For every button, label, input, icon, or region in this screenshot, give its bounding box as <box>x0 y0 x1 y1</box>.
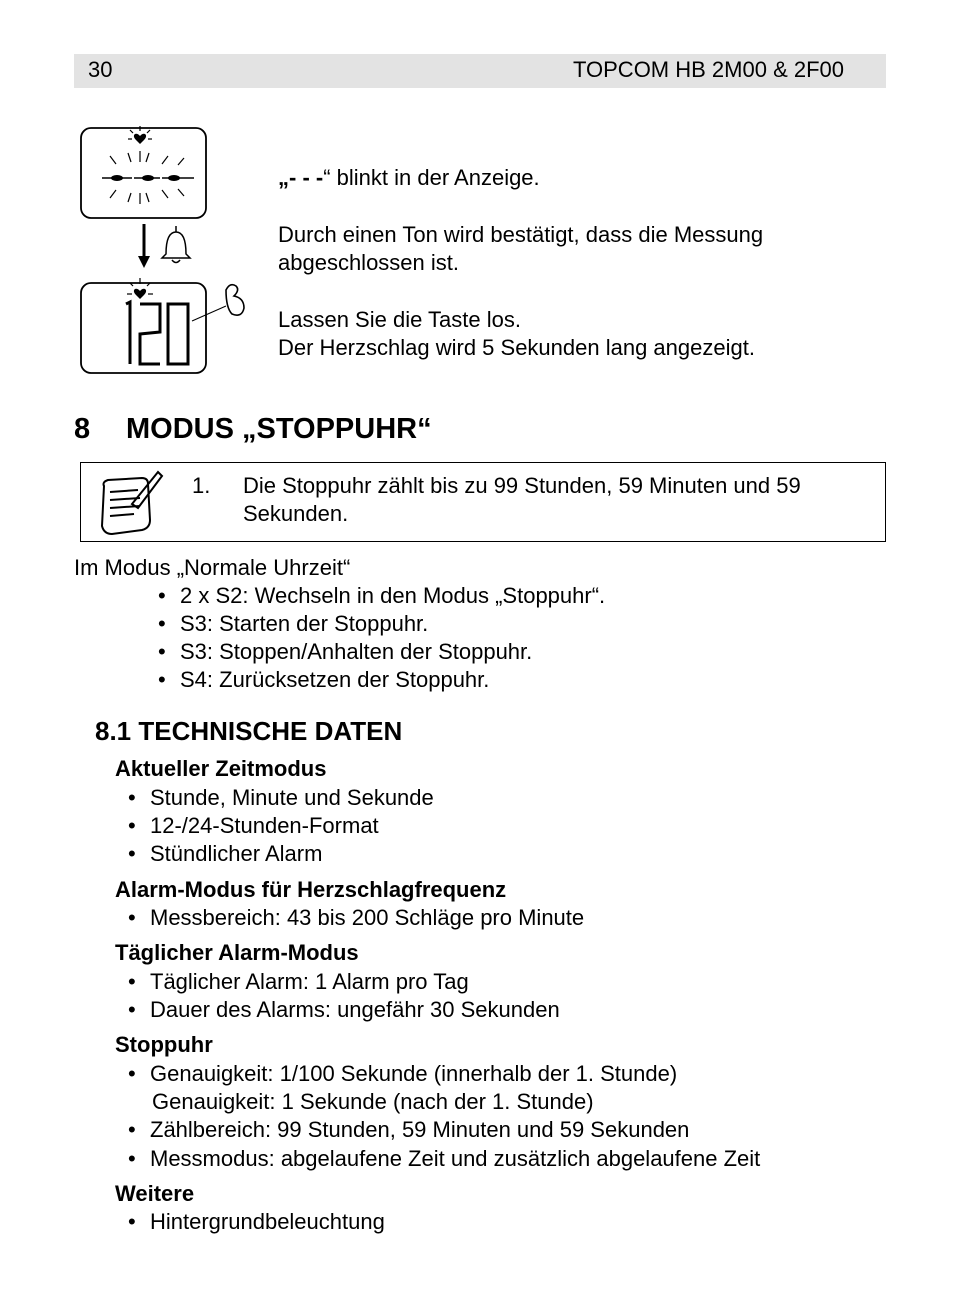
spec-item: • Stündlicher Alarm <box>128 841 323 866</box>
tone-line-2: abgeschlossen ist. <box>278 250 459 275</box>
spec-group-heading: Stoppuhr <box>115 1032 213 1057</box>
spec-group-heading: Täglicher Alarm-Modus <box>115 940 359 965</box>
spec-item: • Genauigkeit: 1/100 Sekunde (innerhalb der 1. Stunde) <box>128 1061 678 1086</box>
section-8-title: MODUS „STOPPUHR“ <box>126 413 432 445</box>
blink-instruction <box>278 164 540 192</box>
blink-symbol: „- - - <box>278 165 324 190</box>
spec-group-heading: Aktueller Zeitmodus <box>115 756 327 781</box>
step-item: • S4: Zurücksetzen der Stoppuhr. <box>158 667 490 692</box>
spec-item-continuation: Genauigkeit: 1 Sekunde (nach der 1. Stunde) <box>152 1089 594 1114</box>
spec-item: • 12-/24-Stunden-Format <box>128 813 379 838</box>
spec-item: • Täglicher Alarm: 1 Alarm pro Tag <box>128 969 469 994</box>
note-line-1: Die Stoppuhr zählt bis zu 99 Stunden, 59 Minuten und 59 <box>243 473 801 498</box>
section-8-number: 8 <box>74 413 91 445</box>
blinking-display-icon <box>81 126 206 218</box>
mode-intro: Im Modus „Normale Uhrzeit“ <box>74 555 351 580</box>
spec-group-heading: Weitere <box>115 1181 195 1206</box>
section-8-1-title: 8.1 TECHNISCHE DATEN <box>95 716 403 746</box>
spec-item: • Messbereich: 43 bis 200 Schläge pro Minute <box>128 905 585 930</box>
page-number: 30 <box>88 57 113 82</box>
step-item: • 2 x S2: Wechseln in den Modus „Stoppuhr“. <box>158 583 606 608</box>
down-arrow-icon <box>138 224 150 268</box>
b-mark-icon <box>226 285 244 315</box>
spec-group-heading: Alarm-Modus für Herzschlagfrequenz <box>115 877 507 902</box>
spec-item: • Zählbereich: 99 Stunden, 59 Minuten und 59 Sekunden <box>128 1117 690 1142</box>
bell-icon <box>162 226 190 263</box>
spec-item: • Hintergrundbeleuchtung <box>128 1209 385 1234</box>
note-line-2: Sekunden. <box>243 501 349 526</box>
spec-item: • Messmodus: abgelaufene Zeit und zusätzlich abgelaufene Zeit <box>128 1146 761 1171</box>
note-number: 1. <box>192 473 211 498</box>
step-item: • S3: Starten der Stoppuhr. <box>158 611 429 636</box>
release-line-1: Lassen Sie die Taste los. <box>278 307 521 332</box>
document-title: TOPCOM HB 2M00 & 2F00 <box>572 57 844 82</box>
note-pen-icon <box>96 468 166 538</box>
heart-rate-display-illustration <box>74 118 254 380</box>
tone-line-1: Durch einen Ton wird bestätigt, dass die Messung <box>278 222 764 247</box>
blink-text: “ blinkt in der Anzeige. <box>323 165 540 190</box>
step-item: • S3: Stoppen/Anhalten der Stoppuhr. <box>158 639 533 664</box>
release-line-2: Der Herzschlag wird 5 Sekunden lang angezeigt. <box>278 335 755 360</box>
heart-rate-120-display-icon <box>81 278 226 373</box>
spec-item: • Dauer des Alarms: ungefähr 30 Sekunden <box>128 997 560 1022</box>
spec-item: • Stunde, Minute und Sekunde <box>128 785 434 810</box>
